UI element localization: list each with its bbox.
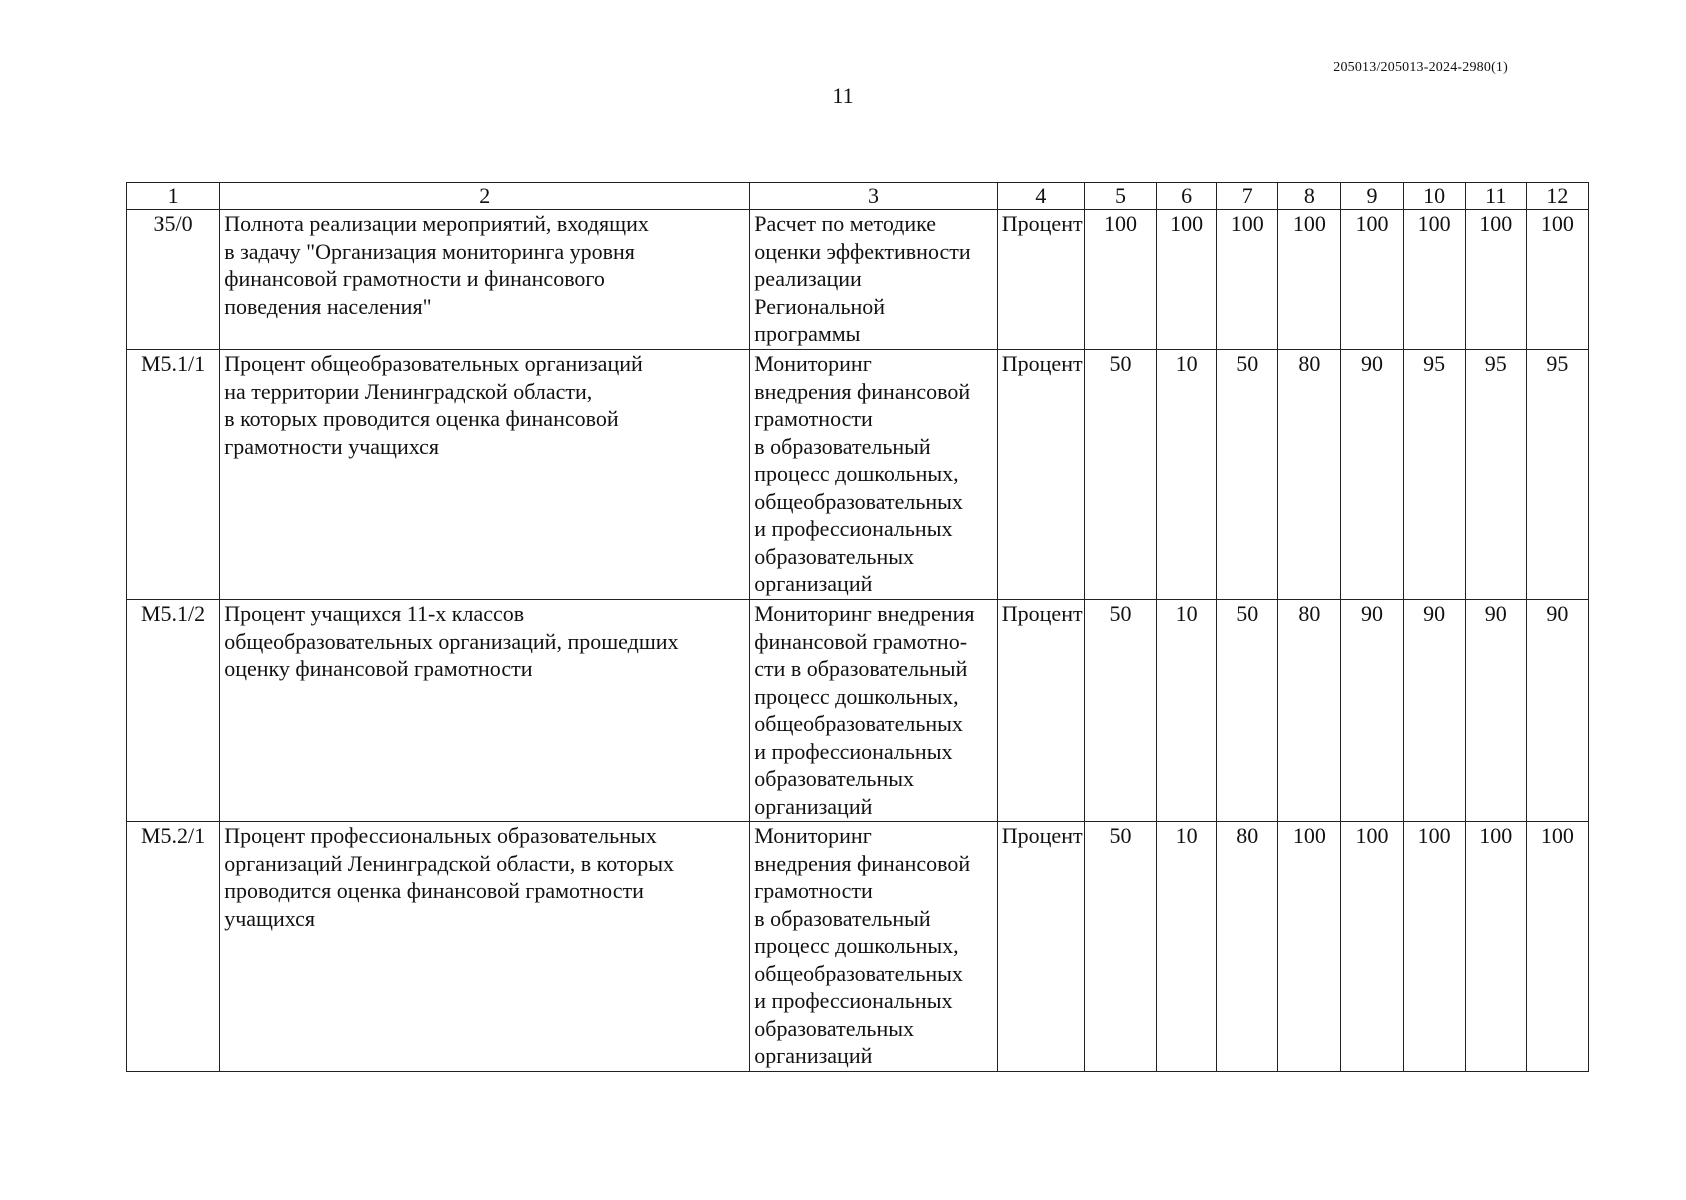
method-line: сти в образовательный	[754, 656, 968, 681]
value-cell: 90	[1465, 600, 1526, 822]
indicator-name-line: в которых проводится оценка финансовой	[224, 406, 619, 431]
method-line: внедрения финансовой	[754, 378, 971, 404]
unit-of-measure: Процент	[997, 600, 1084, 822]
method-line: образовательных	[754, 543, 915, 569]
value-cell: 100	[1465, 210, 1526, 350]
method-line: Региональной	[754, 293, 886, 319]
indicator-name	[220, 600, 750, 822]
indicator-name-line: грамотности учащихся	[224, 433, 439, 459]
value-cell: 95	[1403, 350, 1465, 600]
column-number: 8	[1278, 183, 1341, 210]
method-line: организаций	[754, 1043, 873, 1068]
indicator-name-line: Процент профессиональных образовательных	[224, 823, 657, 848]
value-cell: 95	[1465, 350, 1526, 600]
indicator-code: З5/0	[127, 210, 220, 350]
indicator-code: М5.1/1	[127, 350, 220, 600]
indicator-name-line: учащихся	[224, 905, 315, 931]
value-cell: 80	[1278, 350, 1341, 600]
table-row	[127, 350, 1589, 600]
method-line: процесс дошкольных,	[754, 933, 959, 958]
method-line: организаций	[754, 571, 873, 596]
value-cell: 100	[1465, 822, 1526, 1072]
method-line: в образовательный	[754, 433, 931, 459]
value-cell: 100	[1526, 210, 1588, 350]
indicator-name-line: Процент учащихся 11-х классов	[224, 601, 525, 626]
value-cell: 100	[1278, 210, 1341, 350]
column-number: 5	[1084, 183, 1156, 210]
value-cell: 50	[1217, 350, 1278, 600]
indicator-name-line: проводится оценка финансовой грамотности	[224, 878, 644, 903]
method-line: реализации	[754, 266, 862, 291]
page-number: 11	[832, 83, 854, 108]
method-line: внедрения финансовой	[754, 850, 971, 876]
value-cell: 100	[1341, 210, 1403, 350]
method-line: грамотности	[754, 406, 873, 431]
value-cell: 100	[1278, 822, 1341, 1072]
value-cell: 100	[1217, 210, 1278, 350]
table-row	[127, 600, 1589, 822]
indicator-name-line: Полнота реализации мероприятий, входящих	[224, 211, 649, 236]
column-number: 12	[1526, 183, 1588, 210]
method-line: образовательных	[754, 1015, 915, 1041]
value-cell: 90	[1526, 600, 1588, 822]
value-cell: 100	[1403, 822, 1465, 1072]
indicator-name-line: организаций Ленинградской области, в которых	[224, 850, 675, 876]
value-cell: 90	[1403, 600, 1465, 822]
column-number-row	[127, 183, 1589, 210]
value-cell: 100	[1157, 210, 1217, 350]
document-id: 205013/205013-2024-2980(1)	[1333, 60, 1508, 75]
method-line: Мониторинг внедрения	[754, 601, 975, 626]
method-line: Мониторинг	[754, 823, 872, 848]
value-cell: 80	[1278, 600, 1341, 822]
indicator-code: М5.1/2	[127, 600, 220, 822]
unit-of-measure: Процент	[997, 210, 1084, 350]
value-cell: 10	[1157, 600, 1217, 822]
indicator-name-line: финансовой грамотности и финансового	[224, 266, 605, 291]
indicators-table	[126, 182, 1589, 1072]
indicator-name	[220, 822, 750, 1072]
indicator-name-line: поведения населения"	[224, 293, 432, 319]
calculation-method	[750, 600, 998, 822]
value-cell: 50	[1217, 600, 1278, 822]
indicator-name	[220, 210, 750, 350]
indicator-name	[220, 350, 750, 600]
method-line: общеобразовательных	[754, 488, 963, 514]
value-cell: 80	[1217, 822, 1278, 1072]
column-number: 3	[750, 183, 998, 210]
value-cell: 90	[1341, 600, 1403, 822]
value-cell: 10	[1157, 350, 1217, 600]
indicator-name-line: оценку финансовой грамотности	[224, 656, 533, 681]
value-cell: 50	[1084, 350, 1156, 600]
indicator-name-line: в задачу "Организация мониторинга уровня	[224, 238, 635, 264]
method-line: процесс дошкольных,	[754, 683, 959, 709]
indicator-name-line: на территории Ленинградской области,	[224, 378, 593, 404]
indicator-name-line: общеобразовательных организаций, прошедших	[224, 628, 679, 654]
method-line: организаций	[754, 793, 873, 819]
method-line: программы	[754, 321, 861, 346]
method-line: и профессиональных	[754, 738, 953, 764]
table-row	[127, 822, 1589, 1072]
column-number: 10	[1403, 183, 1465, 210]
calculation-method	[750, 210, 998, 350]
method-line: и профессиональных	[754, 516, 953, 541]
unit-of-measure: Процент	[997, 350, 1084, 600]
value-cell: 10	[1157, 822, 1217, 1072]
value-cell: 95	[1526, 350, 1588, 600]
value-cell: 50	[1084, 822, 1156, 1072]
method-line: образовательных	[754, 766, 915, 791]
method-line: общеобразовательных	[754, 960, 963, 986]
calculation-method	[750, 350, 998, 600]
value-cell: 100	[1084, 210, 1156, 350]
column-number: 9	[1341, 183, 1403, 210]
value-cell: 100	[1341, 822, 1403, 1072]
method-line: в образовательный	[754, 905, 931, 931]
method-line: общеобразовательных	[754, 711, 963, 736]
value-cell: 100	[1526, 822, 1588, 1072]
value-cell: 100	[1403, 210, 1465, 350]
column-number: 11	[1465, 183, 1526, 210]
table-row	[127, 210, 1589, 350]
column-number: 1	[127, 183, 220, 210]
calculation-method	[750, 822, 998, 1072]
method-line: Мониторинг	[754, 351, 872, 376]
method-line: Расчет по методике	[754, 211, 937, 236]
column-number: 6	[1157, 183, 1217, 210]
method-line: и профессиональных	[754, 988, 953, 1013]
method-line: оценки эффективности	[754, 238, 971, 264]
indicator-code: М5.2/1	[127, 822, 220, 1072]
column-number: 4	[997, 183, 1084, 210]
column-number: 7	[1217, 183, 1278, 210]
method-line: финансовой грамотно-	[754, 628, 968, 654]
unit-of-measure: Процент	[997, 822, 1084, 1072]
value-cell: 50	[1084, 600, 1156, 822]
value-cell: 90	[1341, 350, 1403, 600]
method-line: грамотности	[754, 878, 873, 903]
column-number: 2	[220, 183, 750, 210]
indicator-name-line: Процент общеобразовательных организаций	[224, 351, 643, 376]
method-line: процесс дошкольных,	[754, 461, 959, 486]
